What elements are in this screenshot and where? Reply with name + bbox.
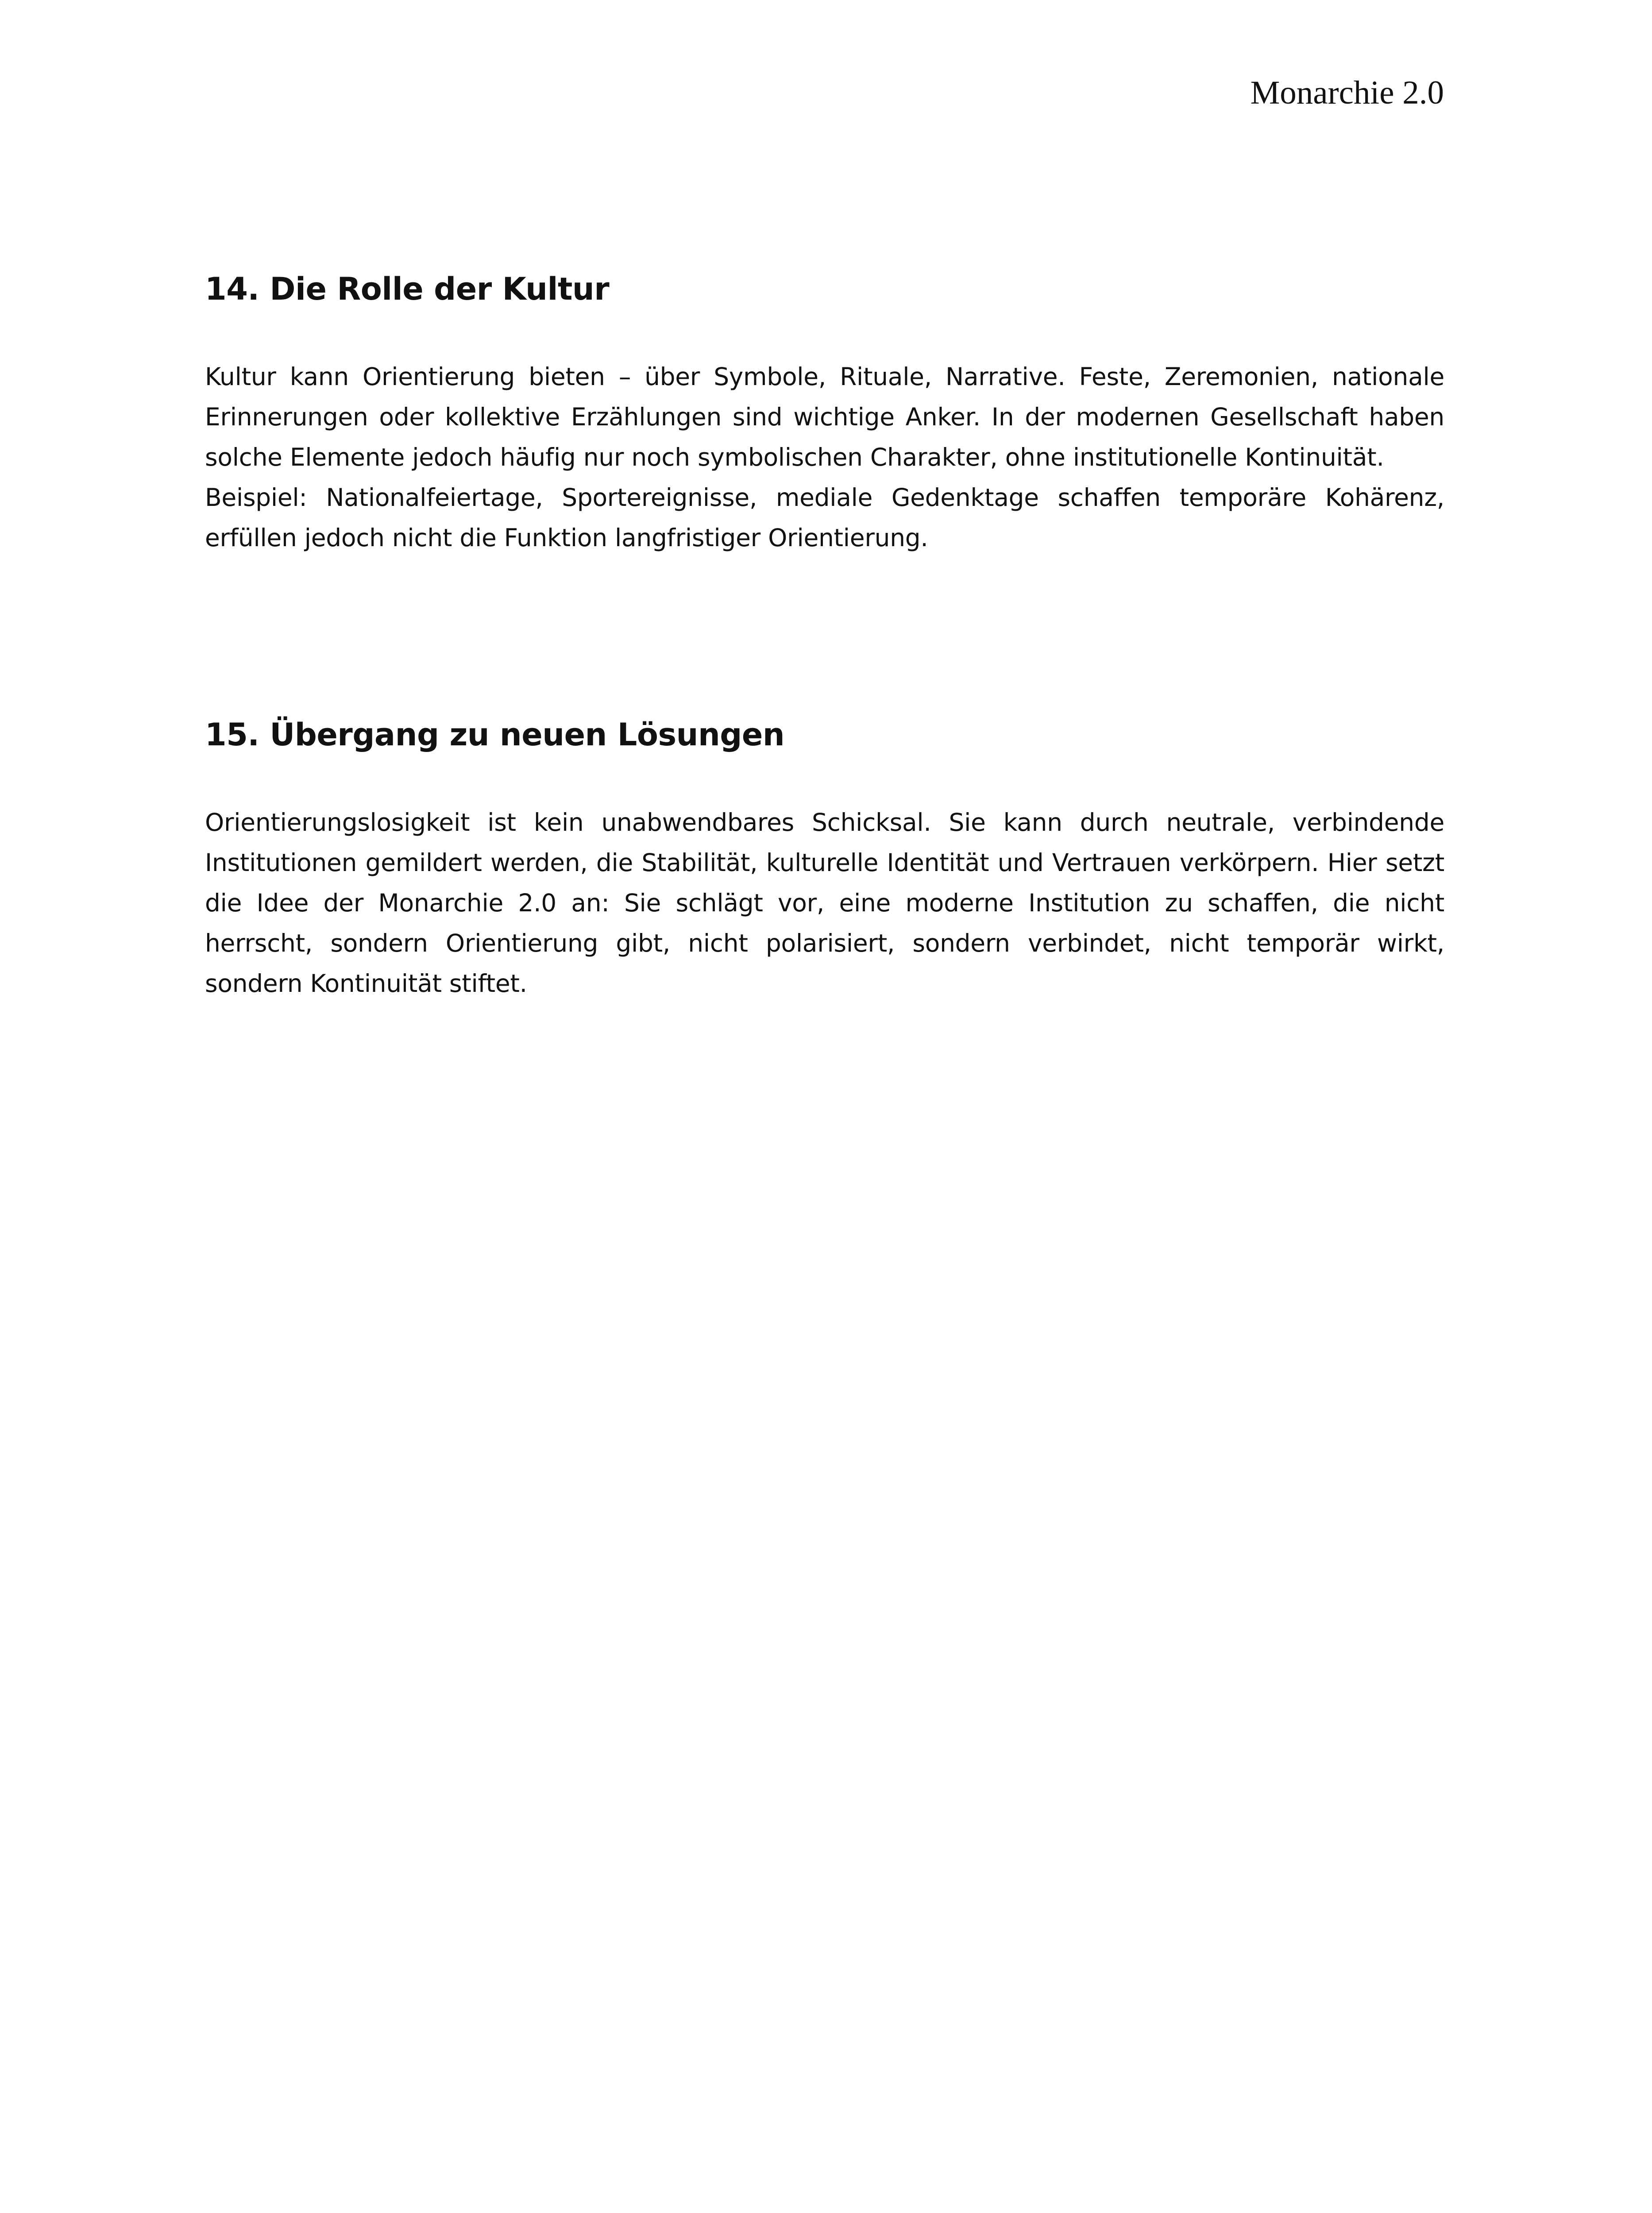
section-paragraph: Kultur kann Orientierung bieten – über Symbole, Rituale, Narrative. Feste, Zeremonien, nationale Erinnerungen oder kollektive Erzählungen sind wichtige Anker. In der modernen Gesellschaft haben solche Elemente jedoch häufig nur noch symbolischen Charakter, ohne institutionelle Kontinuität. [205, 362, 1444, 471]
running-header-title: Monarchie 2.0 [1250, 74, 1444, 111]
section-heading: 15. Übergang zu neuen Lösungen [205, 717, 785, 753]
section-culture [205, 271, 1444, 558]
section-paragraph-example: Beispiel: Nationalfeiertage, Sportereignisse, mediale Gedenktage schaffen temporäre Kohärenz, erfüllen jedoch nicht die Funktion langfristiger Orientierung. [205, 483, 1444, 552]
section-paragraph: Orientierungslosigkeit ist kein unabwendbares Schicksal. Sie kann durch neutrale, verbindende Institutionen gemildert werden, die Stabilität, kulturelle Identität und Vertrauen verkörpern. Hier setzt die Idee der Monarchie 2.0 an: Sie schlägt vor, eine moderne Institution zu schaffen, die nicht herrscht, sondern Orientierung gibt, nicht polarisiert, sondern verbindet, nicht temporär wirkt, sondern Kontinuität stiftet. [205, 808, 1444, 998]
section-heading: 14. Die Rolle der Kultur [205, 271, 610, 307]
section-transition [205, 719, 1444, 1004]
